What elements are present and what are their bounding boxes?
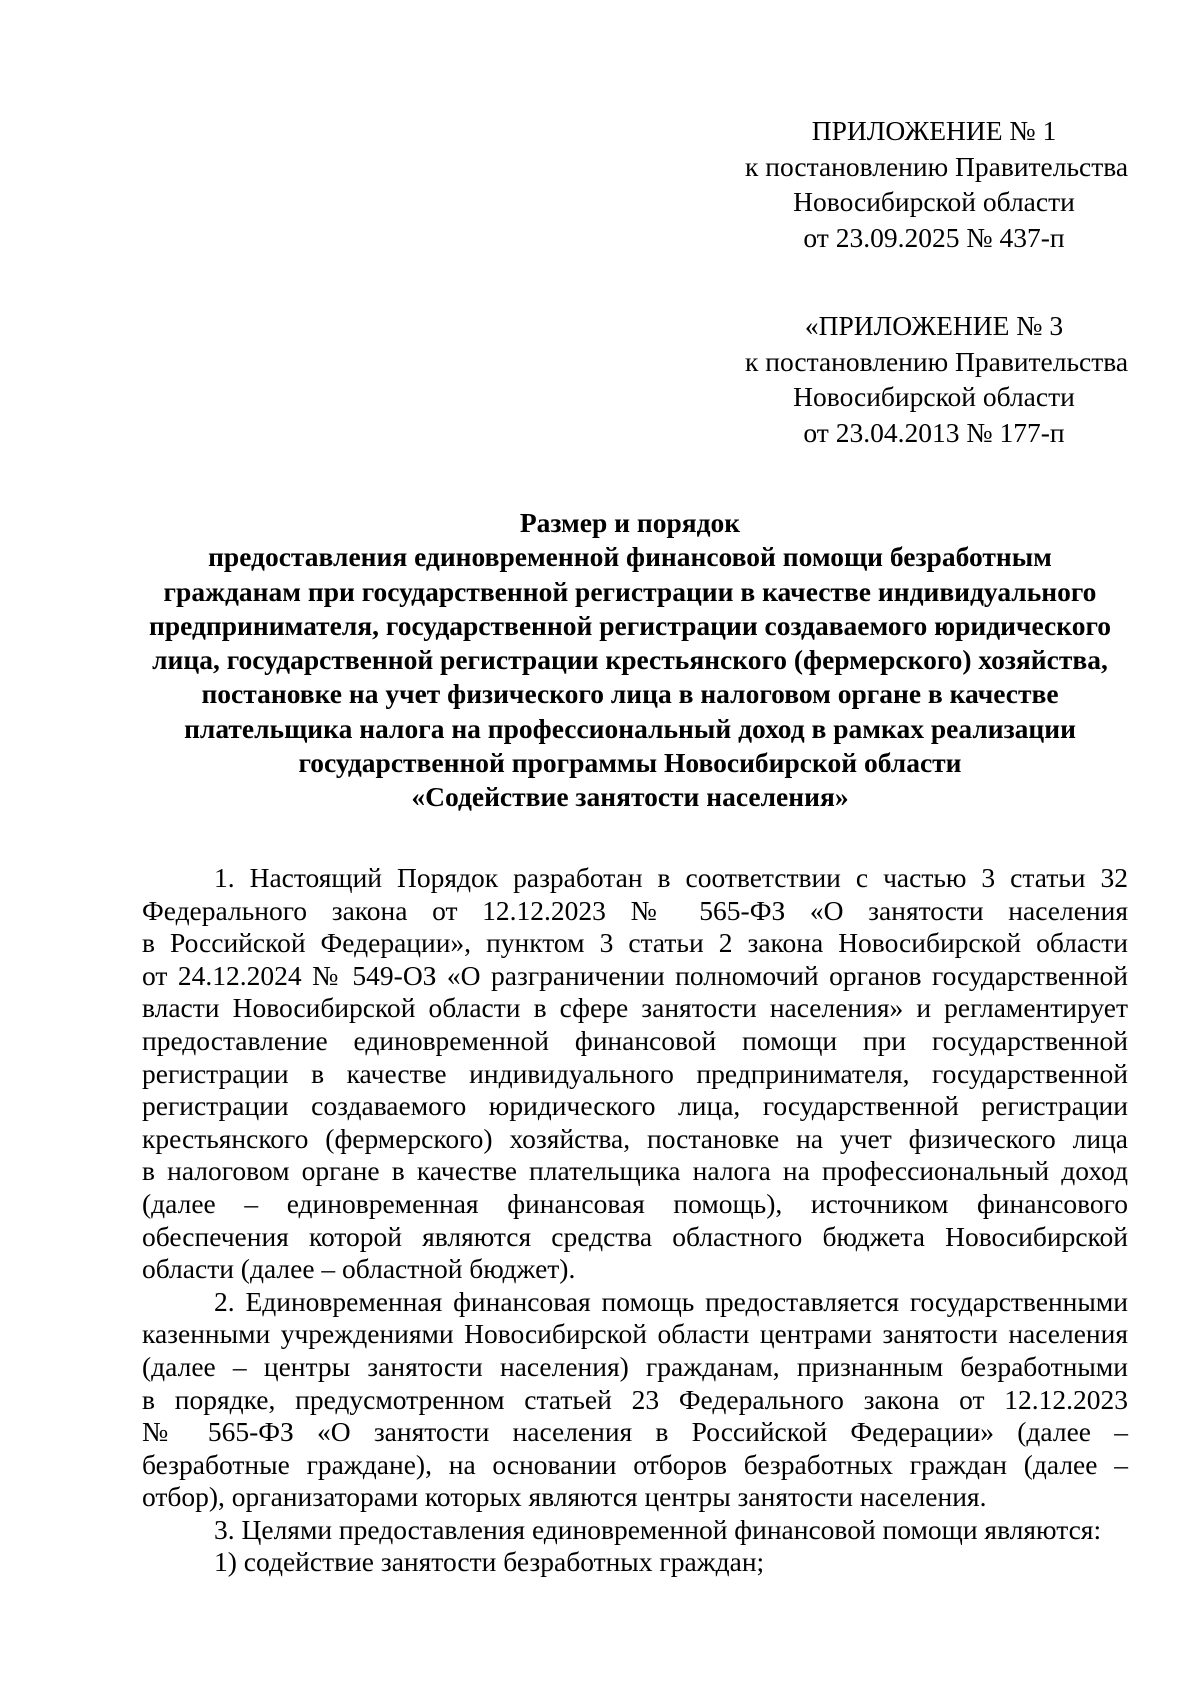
document-body — [142, 862, 1128, 1579]
body-line: 1. Настоящий Порядок разработан в соответствии с частью 3 статьи 32 — [214, 862, 1128, 893]
appendix-1-line: к постановлению Правительства — [745, 150, 1129, 182]
title-line: «Содействие занятости населения» — [411, 781, 849, 813]
body-line: Федерального закона от 12.12.2023 № 565-ФЗ «О занятости населения — [142, 894, 1128, 926]
appendix-1-header — [745, 113, 1129, 255]
appendix-1-line: Новосибирской области — [793, 186, 1075, 217]
body-line: в порядке, предусмотренном статьей 23 Федерального закона от 12.12.2023 — [142, 1383, 1128, 1415]
appendix-1-line: от 23.09.2025 № 437-п — [803, 221, 1065, 253]
body-line: (далее – единовременная финансовая помощь), источником финансового — [142, 1187, 1128, 1219]
appendix-3-line: «ПРИЛОЖЕНИЕ № 3 — [804, 310, 1064, 341]
body-line: 1) содействие занятости безработных граждан; — [214, 1546, 765, 1578]
appendix-3-line: Новосибирской области — [793, 381, 1075, 412]
body-line: (далее – центры занятости населения) гражданам, признанным безработными — [142, 1350, 1128, 1382]
title-line: лица, государственной регистрации крестьянского (фермерского) хозяйства, — [152, 644, 1108, 676]
body-line: предоставление единовременной финансовой помощи при государственной — [142, 1024, 1128, 1056]
body-line: в Российской Федерации», пунктом 3 статьи 2 закона Новосибирской области — [142, 927, 1128, 959]
appendix-3-line: к постановлению Правительства — [745, 345, 1129, 377]
body-line: крестьянского (фермерского) хозяйства, постановке на учет физического лица — [142, 1122, 1128, 1154]
body-line: области (далее – областной бюджет). — [142, 1253, 576, 1285]
body-line: казенными учреждениями Новосибирской области центрами занятости населения — [142, 1318, 1128, 1350]
title-line: предоставления единовременной финансовой помощи безработным — [208, 541, 1052, 573]
body-line: от 24.12.2024 № 549-ОЗ «О разграничении полномочий органов государственной — [142, 959, 1128, 991]
document-title — [134, 506, 1126, 815]
appendix-3-header — [745, 308, 1129, 450]
appendix-3-line: от 23.04.2013 № 177-п — [803, 416, 1065, 448]
body-line: власти Новосибирской области в сфере занятости населения» и регламентирует — [142, 992, 1128, 1024]
title-line: государственной программы Новосибирской области — [298, 747, 962, 779]
body-line: 2. Единовременная финансовая помощь предоставляется государственными — [214, 1285, 1128, 1317]
title-line: постановке на учет физического лица в налоговом органе в качестве — [201, 678, 1059, 710]
title-line: плательщика налога на профессиональный доход в рамках реализации — [184, 712, 1076, 744]
body-line: регистрации в качестве индивидуального предпринимателя, государственной — [142, 1057, 1128, 1089]
appendix-1-line: ПРИЛОЖЕНИЕ № 1 — [811, 115, 1057, 146]
body-line: отбор), организаторами которых являются центры занятости населения. — [142, 1481, 987, 1513]
body-line: в налоговом органе в качестве плательщика налога на профессиональный доход — [142, 1155, 1128, 1187]
body-line: безработные граждане), на основании отборов безработных граждан (далее – — [142, 1448, 1128, 1480]
title-line: предпринимателя, государственной регистрации создаваемого юридического — [148, 609, 1112, 641]
body-line: № 565-ФЗ «О занятости населения в Российской Федерации» (далее – — [142, 1416, 1128, 1448]
body-line: 3. Целями предоставления единовременной финансовой помощи являются: — [214, 1513, 1102, 1545]
body-line: обеспечения которой являются средства областного бюджета Новосибирской — [142, 1220, 1128, 1252]
title-line: гражданам при государственной регистрации в качестве индивидуального — [163, 575, 1097, 607]
body-line: регистрации создаваемого юридического лица, государственной регистрации — [142, 1090, 1128, 1122]
title-line: Размер и порядок — [519, 507, 741, 538]
